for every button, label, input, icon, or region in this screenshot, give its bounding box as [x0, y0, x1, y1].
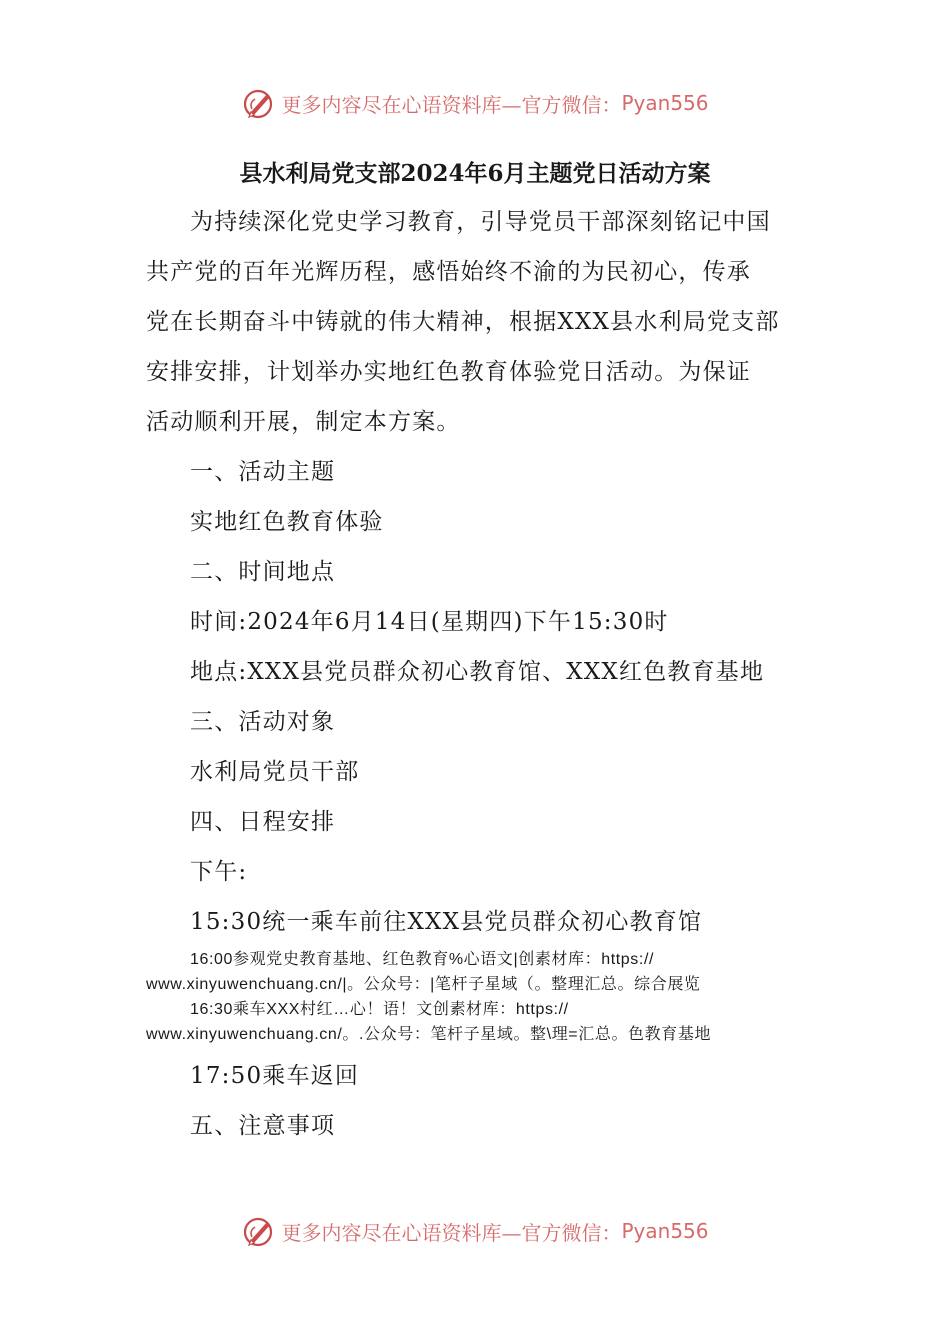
schedule-item: 15:30统一乘车前往XXX县党员群众初心教育馆 [190, 909, 703, 935]
afternoon-label: 下午: [190, 859, 248, 885]
intro-line: 共产党的百年光辉历程，感悟始终不渝的为民初心，传承 [146, 259, 751, 285]
section-heading: 一、活动主题 [190, 459, 336, 485]
banner-wechat-id: Pyan556 [621, 1219, 709, 1243]
schedule-item-small: 16:00参观党史教育基地、红色教育%心语文|创素材库：https:// [190, 951, 655, 968]
event-time: 时间:2024年6月14日(星期四)下午15:30时 [190, 609, 669, 635]
pen-logo-icon [241, 1213, 277, 1249]
section-heading: 二、时间地点 [190, 559, 336, 585]
banner-content [241, 1213, 708, 1249]
schedule-item: 17:50乘车返回 [190, 1063, 360, 1089]
document-title: 县水利局党支部2024年6月主题党日活动方案 [239, 160, 711, 187]
banner-wechat-id: Pyan556 [621, 91, 709, 115]
intro-line: 党在长期奋斗中铸就的伟大精神，根据XXX县水利局党支部 [146, 309, 780, 335]
section-body: 实地红色教育体验 [190, 509, 384, 535]
schedule-item-small: 16:30乘车XXX村红…心！语！文创素材库：https:// [190, 1001, 569, 1018]
pen-logo-icon [241, 85, 277, 121]
banner-text: 更多内容尽在心语资料库—官方微信： [281, 92, 622, 117]
schedule-item-small: www.xinyuwenchuang.cn/。.公众号：笔杆子星域。整\理=汇总。色教育基地 [146, 1026, 712, 1043]
section-heading: 三、活动对象 [190, 709, 336, 735]
header-banner [0, 83, 950, 123]
document-body [146, 197, 816, 1151]
section-heading: 五、注意事项 [190, 1113, 336, 1139]
banner-text: 更多内容尽在心语资料库—官方微信： [281, 1220, 622, 1245]
schedule-item-small: www.xinyuwenchuang.cn/|。公众号：|笔杆子星域（。整理汇总。综合展览 [146, 976, 701, 993]
intro-line: 安排安排，计划举办实地红色教育体验党日活动。为保证 [146, 359, 751, 385]
intro-line: 为持续深化党史学习教育，引导党员干部深刻铭记中国 [190, 209, 771, 235]
event-place: 地点:XXX县党员群众初心教育馆、XXX红色教育基地 [190, 659, 765, 685]
banner-content [241, 85, 708, 121]
section-heading: 四、日程安排 [190, 809, 336, 835]
intro-line: 活动顺利开展，制定本方案。 [146, 409, 461, 435]
footer-banner [0, 1211, 950, 1251]
section-body: 水利局党员干部 [190, 759, 360, 785]
